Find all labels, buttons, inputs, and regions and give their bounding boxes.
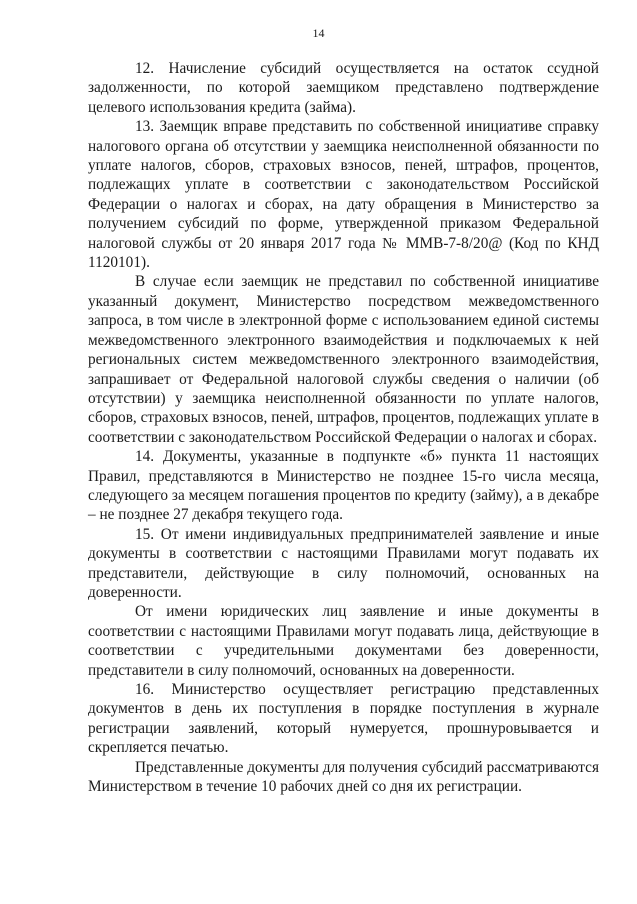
- paragraph-16-continuation: Представленные документы для получения субсидий рассматриваются Министерством в течение 10 рабочих дней со дня их регистрации.: [88, 758, 599, 796]
- paragraph-13-continuation: В случае если заемщик не представил по собственной инициативе указанный документ, Министерство посредством межведомственного запроса, в том числе в электронной форме с использованием единой системы межведомственного электронного взаимодействия и подключаемых к ней региональных систем межведомственного электронного взаимодействия, запрашивает от Федеральной налоговой службы сведения о наличии (об отсутствии) у заемщика неисполненной обязанности по уплате налогов, сборов, страховых взносов, пеней, штрафов, процентов, подлежащих уплате в соответствии с законодательством Российской Федерации о налогах и сборах.: [88, 273, 599, 446]
- paragraph-15-continuation: От имени юридических лиц заявление и иные документы в соответствии с настоящими Правилами могут подавать лица, действующие в соответствии с учредительными документами без доверенности, представители в силу полномочий, основанных на доверенности.: [88, 603, 599, 679]
- document-body: [88, 59, 599, 796]
- paragraph-12: 12. Начисление субсидий осуществляется на остаток ссудной задолженности, по которой заемщиком представлено подтверждение целевого использования кредита (займа).: [88, 60, 599, 116]
- page-number: 14: [312, 26, 325, 40]
- paragraph-14: 14. Документы, указанные в подпункте «б» пункта 11 настоящих Правил, представляются в Министерство не позднее 15-го числа месяца, следующего за месяцем погашения процентов по кредиту (займу), а в декабре – не позднее 27 декабря текущего года.: [88, 448, 599, 524]
- paragraph-16: 16. Министерство осуществляет регистрацию представленных документов в день их поступления в порядке поступления в журнале регистрации заявлений, который нумеруется, прошнуровывается и скрепляется печатью.: [88, 681, 599, 757]
- paragraph-13: 13. Заемщик вправе представить по собственной инициативе справку налогового органа об отсутствии у заемщика неисполненной обязанности по уплате налогов, сборов, страховых взносов, пеней, штрафов, процентов, подлежащих уплате в соответствии с законодательством Российской Федерации о налогах и сборах, на дату обращения в Министерство за получением субсидий по форме, утвержденной приказом Федеральной налоговой службы от 20 января 2017 года № ММВ-7-8/20@ (Код по КНД 1120101).: [88, 118, 599, 272]
- paragraph-15: 15. От имени индивидуальных предпринимателей заявление и иные документы в соответствии с настоящими Правилами могут подавать их представители, действующие в силу полномочий, основанных на доверенности.: [88, 525, 599, 601]
